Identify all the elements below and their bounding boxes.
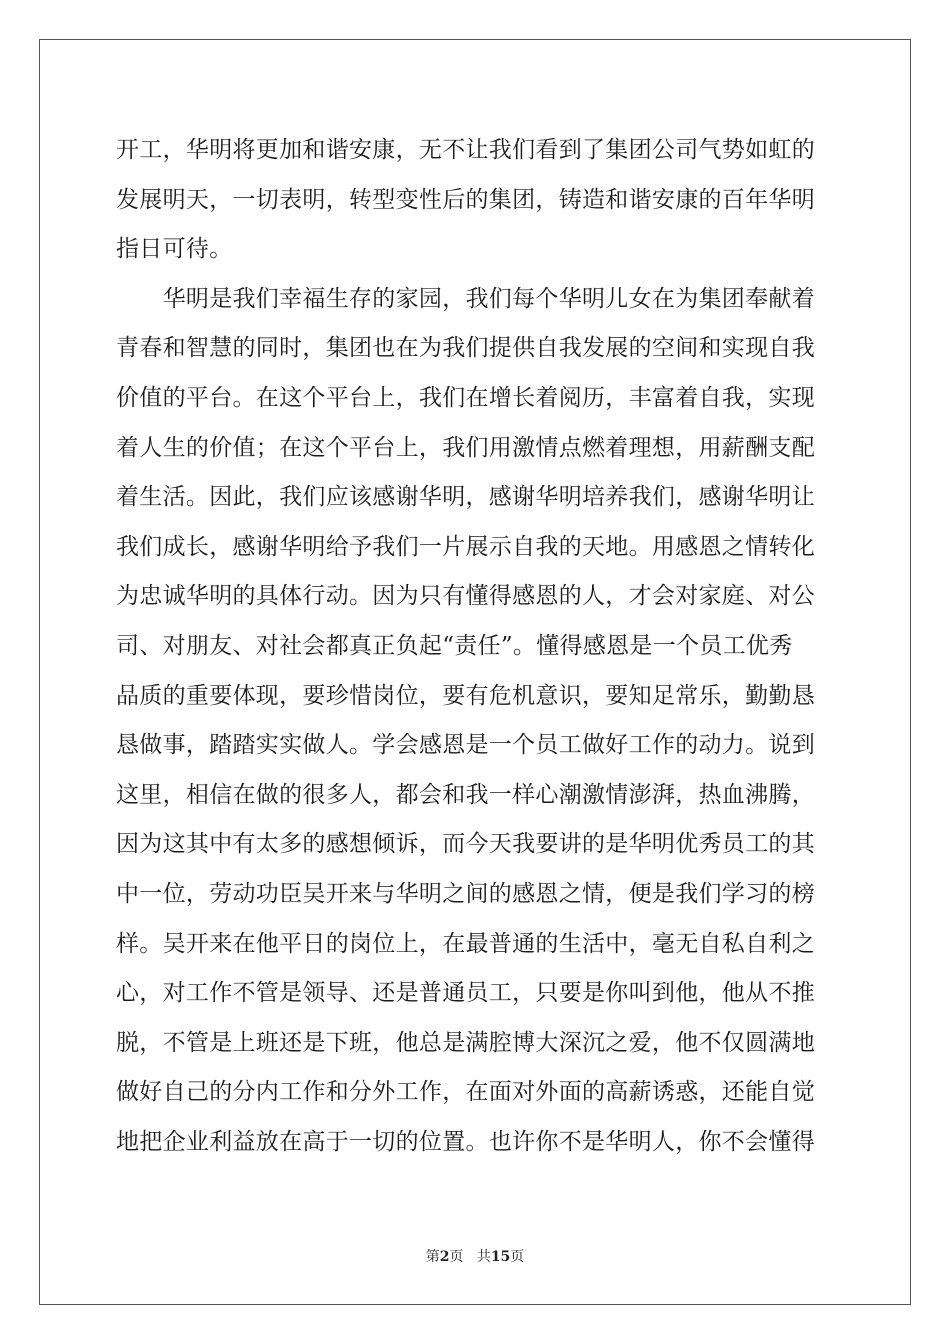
text-line: 样。吴开来在他平日的岗位上，在最普通的生活中，毫无自私自利之 <box>116 930 815 957</box>
text-line: 为忠诚华明的具体行动。因为只有懂得感恩的人，才会对家庭、对公 <box>116 583 815 610</box>
text-line: 我们成长，感谢华明给予我们一片展示自我的天地。用感恩之情转化 <box>116 533 815 560</box>
text-line: 因为这其中有太多的感想倾诉，而今天我要讲的是华明优秀员工的其 <box>116 831 815 858</box>
text-line: 心，对工作不管是领导、还是普通员工，只要是你叫到他，他从不推 <box>116 980 815 1007</box>
text-line: 恳做事，踏踏实实做人。学会感恩是一个员工做好工作的动力。说到 <box>116 732 815 759</box>
text-line: 地把企业利益放在高于一切的位置。也许你不是华明人，你不会懂得 <box>116 1128 815 1155</box>
text-line: 着人生的价值；在这个平台上，我们用激情点燃着理想，用薪酬支配 <box>116 434 815 461</box>
page-footer <box>0 1246 950 1266</box>
text-line: 价值的平台。在这个平台上，我们在增长着阅历，丰富着自我，实现 <box>116 384 815 411</box>
page-prefix: 第 <box>425 1249 440 1265</box>
text-line: 青春和智慧的同时，集团也在为我们提供自我发展的空间和实现自我 <box>116 335 815 362</box>
total-pages: 15 <box>490 1249 511 1265</box>
text-line: 开工，华明将更加和谐安康，无不让我们看到了集团公司气势如虹的 <box>116 137 815 163</box>
text-line: 指日可待。 <box>116 236 233 263</box>
total-suffix: 页 <box>510 1249 525 1265</box>
page-number: 2 <box>439 1249 450 1265</box>
text-line: 华明是我们幸福生存的家园，我们每个华明儿女在为集团奉献着 <box>116 285 815 312</box>
text-line: 司、对朋友、对社会都真正负起“责任”。懂得感恩是一个员工优秀 <box>116 632 793 659</box>
text-line: 品质的重要体现，要珍惜岗位，要有危机意识，要知足常乐，勤勤恳 <box>116 682 815 709</box>
text-line: 做好自己的分内工作和分外工作，在面对外面的高薪诱惑，还能自觉 <box>116 1079 815 1106</box>
total-prefix: 共 <box>476 1249 491 1265</box>
text-line: 脱，不管是上班还是下班，他总是满腔博大深沉之爱，他不仅圆满地 <box>116 1029 815 1056</box>
document-body <box>116 126 834 1167</box>
text-line: 这里，相信在做的很多人，都会和我一样心潮激情澎湃，热血沸腾， <box>116 781 815 808</box>
text-line: 发展明天，一切表明，转型变性后的集团，铸造和谐安康的百年华明 <box>116 186 815 213</box>
page-suffix: 页 <box>449 1249 464 1265</box>
text-line: 中一位，劳动功臣吴开来与华明之间的感恩之情，便是我们学习的榜 <box>116 880 815 907</box>
text-line: 着生活。因此，我们应该感谢华明，感谢华明培养我们，感谢华明让 <box>116 484 815 511</box>
